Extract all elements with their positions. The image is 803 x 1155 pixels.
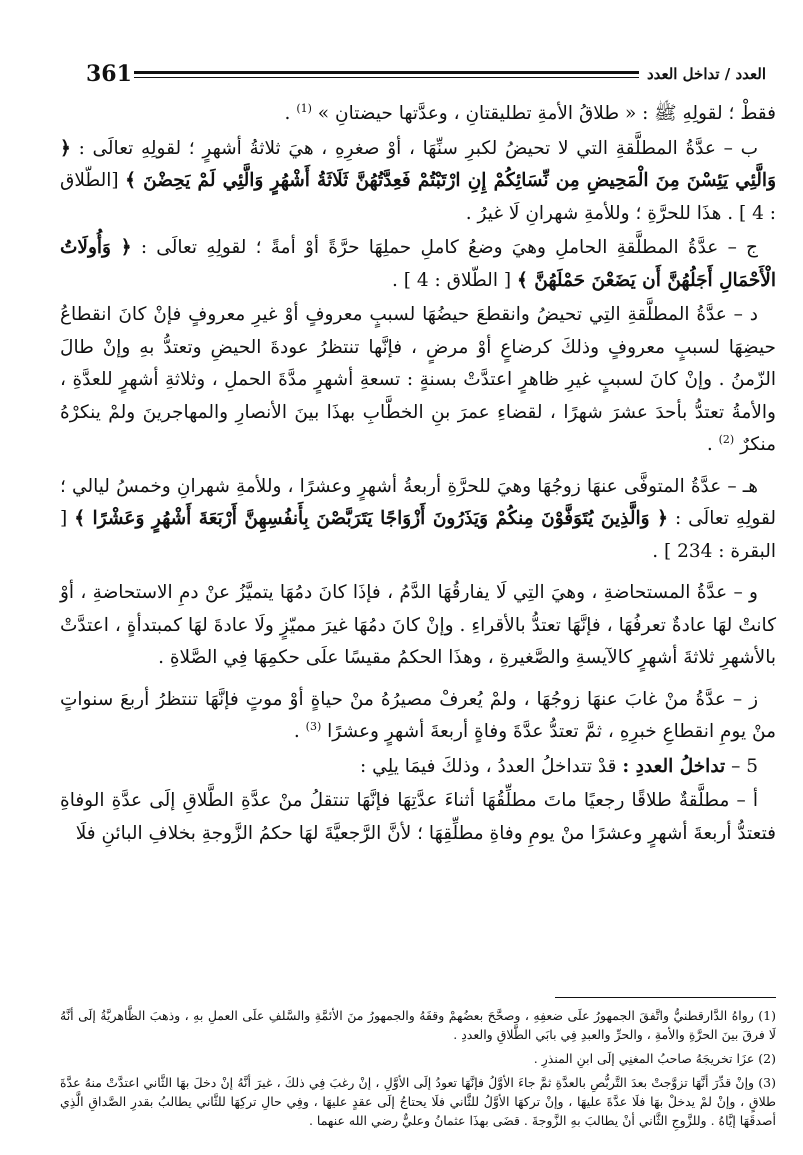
paragraph-hadith [60, 98, 776, 131]
paragraph-text: و – عدَّةُ المستحاضةِ ، وهيَ التِي لَا يفارقُهَا الدَّمُ ، فإذَا كانَ دمُهَا يتميَّزُ عنْ دمِ الاستحاضةِ ، أوْ كانتْ لهَا عادةٌ تعرفُهَا ، فإنَّهَا تعتدُّ بالأقراءِ . وإنْ كانَ دمُهَا غيرَ مميّزٍ ولَا عادةَ لهَا كمبتدأةٍ ، اعتدَّتْ بالأشهرِ ثلاثةَ أشهرٍ كالآيسةِ والصَّغيرةِ ، وهذَا الحكمُ مقيسًا علَى حكمِهَا فِي الصَّلاةِ . [60, 582, 776, 668]
paragraph-text: أ – مطلَّقةٌ طلاقًا رجعيًا ماتَ مطلِّقُهَا أثناءَ عدَّتِهَا فإنَّهَا تنتقلُ منْ عدَّةِ الطَّلاقِ إلَى عدَّةِ الوفاةِ فتعتدُّ أربعةَ أشهرٍ وعشرًا منْ يومِ وفاةِ مطلِّقِهَا ؛ لأنَّ الرَّجعيَّةَ لهَا حكمُ الزَّوجةِ بخلافِ البائنِ فلَا [60, 790, 776, 844]
paragraph-d [60, 299, 776, 462]
quran-verse: ﴿ وَالَّذِينَ يُتَوَفَّوْنَ مِنكُمْ وَيَذَرُونَ أَزْوَاجًا يَتَرَبَّصْنَ بِأَنفُسِهِنَّ أَرْبَعَةَ أَشْهُرٍ وَعَشْرًا ﴾ [74, 508, 668, 529]
page-header [86, 54, 766, 94]
footnote-ref-3[interactable]: (3) [305, 719, 322, 733]
section-5-heading [60, 751, 776, 784]
paragraph-text: ز – عدَّةُ منْ غابَ عنهَا زوجُهَا ، ولمْ يُعرفْ مصيرُهُ منْ حياةٍ أوْ موتٍ فإنَّهَا تنتظرُ أربعَ سنواتٍ منْ يومِ انقطاعِ خبرِهِ ، ثمَّ تعتدُّ عدَّةَ وفاةٍ أربعةَ أشهرٍ وعشرًا [60, 688, 776, 742]
verse-citation: [الطّلاق : 4 ] . هذَا للحرَّةِ ؛ وللأمةِ شهرانِ لَا غيرُ . [60, 170, 776, 224]
paragraph-text: فقطْ ؛ لقولِهِ ﷺ : « طلاقُ الأمةِ تطليقتانِ ، وعدَّتها حيضتانِ » [317, 103, 776, 124]
page-number: 361 [86, 61, 132, 87]
paragraph-h [60, 471, 776, 569]
paragraph-b [60, 133, 776, 231]
paragraph-a [60, 785, 776, 850]
paragraph-end: . [706, 434, 713, 455]
paragraph-text: هـ – عدَّةُ المتوفَّى عنهَا زوجُهَا وهيَ للحرَّةِ أربعةُ أشهرٍ وعشرًا ، وللأمةِ شهرانِ وخمسُ ليالي ؛ لقولِهِ تعالَى : [60, 475, 776, 529]
running-title: العدد / تداخل العدد [646, 65, 766, 83]
footnote-divider [555, 997, 776, 998]
section-number: 5 – [731, 755, 758, 777]
footnotes [60, 1006, 776, 1135]
quran-verse: ﴿ وَأُولَاتُ الْأَحْمَالِ أَجَلُهُنَّ أَن يَضَعْنَ حَمْلَهُنَّ ﴾ [60, 237, 776, 291]
main-text [60, 98, 776, 859]
header-rule [134, 71, 639, 78]
footnote-ref-1[interactable]: (1) [296, 101, 312, 115]
footnote-3: (3) وإنْ قدِّرَ أنَّهَا تزوَّجتْ بعدَ التَّربُّصِ بالعدَّةِ ثمَّ جاءَ الأوَّلُ فإنَّهَا تعودُ إلَى الأوَّلِ ، إنْ رغبَ فِي ذلكَ ، غيرَ أنَّهُ إنْ دخلَ بهَا الثَّاني اعتدَّتْ منهُ عدَّةَ طلاقٍ ، وإنْ لمْ يدخلْ بهَا فلَا عدَّةَ عليهَا ، وإنْ تركهَا الأوَّلُ للثَّاني فلَا يحتاجُ إلَى عقدٍ عليهَا ، وفِي حالِ تركِهَا للثَّاني يطالبُ بقدرِ الصَّداقِ الَّذِي أصدقَهَا إيَّاهُ . وللزَّوجِ الثَّاني أنْ يطالبَ بهِ الزَّوجةَ . قضَى بهذَا عثمانُ وعليٌّ رضي الله عنهما . [60, 1075, 776, 1128]
paragraph-text: د – عدَّةُ المطلَّقةِ التِي تحيضُ وانقطعَ حيضُهَا لسببٍ معروفٍ أوْ غيرِ معروفٍ فإنْ كانَ انقطاعُ حيضِهَا لسببٍ معروفٍ وذلكَ كرضاعٍ أوْ مرضٍ ، فإنَّها تنتظرُ عودةَ الحيضِ وتعتدُّ بهِ وإنْ طالَ الزّمنُ . وإنْ كانَ لسببٍ غيرِ ظاهرٍ اعتدَّتْ بسنةٍ : تسعةِ أشهرٍ مدَّةَ الحملِ ، وثلاثةِ أشهرٍ للعدَّةِ ، والأمةُ تعتدُّ بأحدَ عشرَ شهرًا ، لقضاءِ عمرَ بنِ الخطَّابِ بهذَا بينَ الأنصارِ والمهاجرينَ ولمْ ينكرْهُ منكرٌ [60, 304, 776, 455]
section-title: تداخلُ العددِ : [622, 755, 726, 777]
paragraph-j [60, 232, 776, 297]
footnote-ref-2[interactable]: (2) [718, 432, 735, 446]
footnote-2: (2) عزَا تخريجَهُ صاحبُ المغنِي إلَى ابنِ المنذرِ . [533, 1051, 776, 1066]
quran-verse: ﴿ وَالَّئِي يَئِسْنَ مِنَ الْمَحِيضِ مِن نِّسَائِكُمْ إِنِ ارْتَبْتُمْ فَعِدَّتُهُنَّ ثَلَاثَةُ أَشْهُرٍ وَالَّئِي لَمْ يَحِضْنَ ﴾ [60, 137, 777, 191]
paragraph-end: . [293, 721, 300, 742]
paragraph-text: ج – عدَّةُ المطلَّقةِ الحاملِ وهيَ وضعُ كاملِ حملِهَا حرَّةً أوْ أمةً ؛ لقولِهِ تعالَى : [140, 237, 758, 258]
paragraph-w [60, 577, 776, 675]
section-intro: قدْ تتداخلُ العددُ ، وذلكَ فيمَا يلِي : [360, 755, 617, 777]
paragraph-z [60, 684, 776, 749]
footnote-1: (1) رواهُ الدَّارقطنيُّ واتَّفقَ الجمهورُ علَى ضعفِهِ ، وصحَّحَ بعضُهمْ وقفَهُ والجمهورُ منَ الأئمَّةِ والسَّلفِ علَى العملِ بهِ ، وذهبَ الظَّاهريَّةُ إلَى أنَّهُ لَا فرقَ بينَ الحرَّةِ والأمةِ ، والحرِّ والعبدِ فِي بابَي الطَّلاقِ والعددِ . [60, 1008, 776, 1042]
verse-citation: [ البقرة : 234 ] . [60, 508, 776, 562]
verse-citation: [ الطّلاق : 4 ] . [391, 269, 512, 291]
paragraph-end: . [284, 103, 291, 124]
paragraph-text: ب – عدَّةُ المطلَّقةِ التي لا تحيضُ لكبرِ سنِّهَا ، أوْ صغرِهِ ، هيَ ثلاثةُ أشهرٍ ؛ لقولِهِ تعالَى : [78, 137, 758, 159]
